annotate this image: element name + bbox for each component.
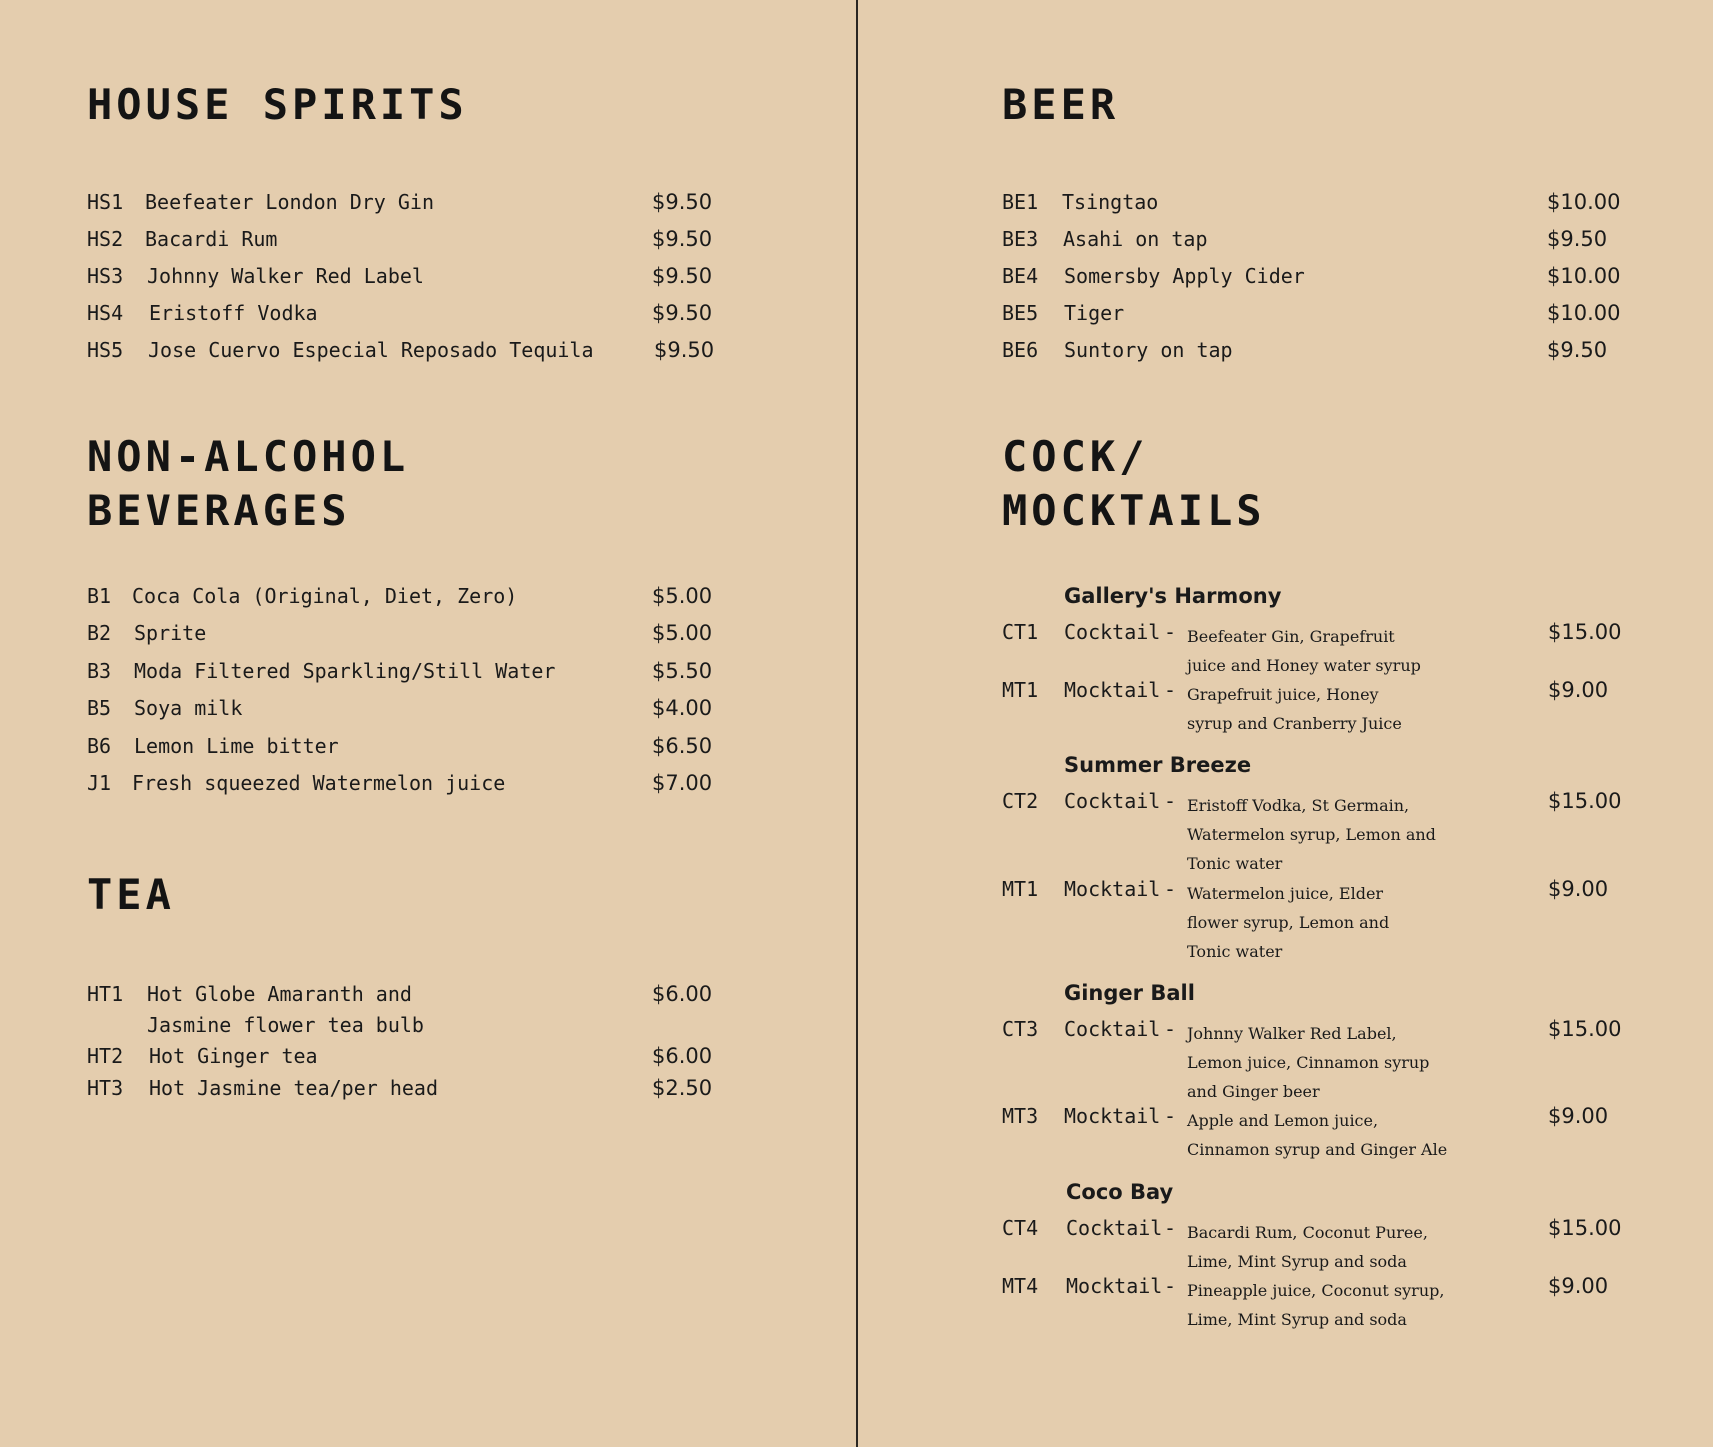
item-name: Johnny Walker Red Label bbox=[147, 264, 424, 288]
item-code: BE5 bbox=[1002, 301, 1039, 325]
item-description: Pineapple juice, Coconut syrup, Lime, Mint Syrup and soda bbox=[1187, 1281, 1445, 1329]
beer-heading: BEER bbox=[1002, 80, 1120, 129]
item-price: $9.00 bbox=[1548, 1104, 1609, 1128]
item-name: Hot Ginger tea bbox=[149, 1044, 318, 1068]
item-type: Cocktail bbox=[1064, 789, 1161, 813]
menu-item bbox=[87, 1044, 727, 1074]
item-code: HS1 bbox=[87, 190, 124, 214]
item-name: Eristoff Vodka bbox=[149, 301, 318, 325]
item-name-line2: Jasmine flower tea bulb bbox=[147, 1013, 424, 1037]
item-price: $15.00 bbox=[1548, 789, 1622, 813]
item-code: BE3 bbox=[1002, 227, 1039, 251]
item-code: J1 bbox=[87, 771, 112, 795]
item-name: Hot Jasmine tea/per head bbox=[149, 1076, 438, 1100]
item-price: $15.00 bbox=[1548, 1216, 1622, 1240]
item-price: $9.50 bbox=[1547, 338, 1608, 362]
item-code: MT4 bbox=[1002, 1274, 1039, 1298]
item-price: $9.50 bbox=[652, 301, 713, 325]
item-code: CT4 bbox=[1002, 1216, 1039, 1240]
item-name: Bacardi Rum bbox=[145, 227, 278, 251]
cocktails-heading: COCK/ MOCKTAILS bbox=[1002, 432, 1266, 535]
item-price: $10.00 bbox=[1547, 190, 1621, 214]
cocktail-group-title: Ginger Ball bbox=[1064, 981, 1195, 1005]
item-type: Cocktail bbox=[1066, 1216, 1163, 1240]
item-type: Cocktail bbox=[1064, 1017, 1161, 1041]
item-name: Somersby Apply Cider bbox=[1064, 264, 1305, 288]
item-code: MT1 bbox=[1002, 877, 1039, 901]
item-description: Grapefruit juice, Honey syrup and Cranberry Juice bbox=[1187, 685, 1402, 733]
item-name: Jose Cuervo Especial Reposado Tequila bbox=[148, 338, 594, 362]
menu-item bbox=[1002, 301, 1642, 331]
menu-item bbox=[1002, 227, 1642, 257]
item-dash: - bbox=[1164, 678, 1177, 702]
menu-item bbox=[1002, 264, 1642, 294]
item-name: Tiger bbox=[1064, 301, 1125, 325]
item-name: Sprite bbox=[134, 621, 207, 645]
item-dash: - bbox=[1164, 789, 1177, 813]
item-code: CT2 bbox=[1002, 789, 1039, 813]
item-price: $10.00 bbox=[1547, 264, 1621, 288]
menu-item bbox=[87, 982, 727, 1044]
item-price: $7.00 bbox=[652, 771, 713, 795]
item-code: CT3 bbox=[1002, 1017, 1039, 1041]
item-type: Mocktail bbox=[1064, 1104, 1161, 1128]
menu-item bbox=[87, 621, 727, 651]
item-code: HT2 bbox=[87, 1044, 124, 1068]
item-code: B1 bbox=[87, 584, 112, 608]
non-alcohol-heading: NON-ALCOHOL BEVERAGES bbox=[87, 432, 410, 535]
menu-item bbox=[87, 338, 727, 368]
item-description: Apple and Lemon juice, Cinnamon syrup and Ginger Ale bbox=[1187, 1111, 1448, 1159]
item-dash: - bbox=[1164, 620, 1177, 644]
item-name-line1: Hot Globe Amaranth and bbox=[147, 982, 412, 1006]
cocktail-group-title: Summer Breeze bbox=[1064, 753, 1252, 777]
cocktail-group-title: Coco Bay bbox=[1066, 1180, 1174, 1204]
item-price: $9.50 bbox=[1547, 227, 1608, 251]
item-name: Fresh squeezed Watermelon juice bbox=[132, 771, 506, 795]
menu-item bbox=[87, 264, 727, 294]
item-dash: - bbox=[1164, 1104, 1177, 1128]
item-price: $9.50 bbox=[654, 338, 715, 362]
item-price: $6.50 bbox=[652, 734, 713, 758]
menu-item bbox=[1002, 338, 1642, 368]
item-price: $9.50 bbox=[652, 264, 713, 288]
item-code: HS4 bbox=[87, 301, 124, 325]
menu-item bbox=[87, 771, 727, 801]
item-name: Tsingtao bbox=[1062, 190, 1159, 214]
page-divider bbox=[856, 0, 858, 1447]
item-price: $9.00 bbox=[1548, 877, 1609, 901]
item-description: Johnny Walker Red Label, Lemon juice, Cinnamon syrup and Ginger beer bbox=[1187, 1024, 1430, 1101]
item-name: Coca Cola (Original, Diet, Zero) bbox=[132, 584, 518, 608]
menu-item bbox=[87, 190, 727, 220]
item-type: Mocktail bbox=[1066, 1274, 1163, 1298]
house-spirits-heading: HOUSE SPIRITS bbox=[87, 80, 468, 129]
item-name: Asahi on tap bbox=[1063, 227, 1208, 251]
item-dash: - bbox=[1164, 877, 1177, 901]
item-code: B2 bbox=[87, 621, 112, 645]
item-name: Beefeater London Dry Gin bbox=[145, 190, 434, 214]
item-code: B3 bbox=[87, 659, 112, 683]
item-code: CT1 bbox=[1002, 620, 1039, 644]
item-description: Eristoff Vodka, St Germain, Watermelon syrup, Lemon and Tonic water bbox=[1187, 796, 1436, 873]
item-price: $15.00 bbox=[1548, 1017, 1622, 1041]
item-description: Watermelon juice, Elder flower syrup, Lemon and Tonic water bbox=[1187, 884, 1390, 961]
item-price: $5.00 bbox=[652, 584, 713, 608]
item-dash: - bbox=[1164, 1017, 1177, 1041]
item-code: HS5 bbox=[87, 338, 124, 362]
item-price: $4.00 bbox=[652, 696, 713, 720]
tea-heading: TEA bbox=[87, 870, 175, 919]
item-description: Beefeater Gin, Grapefruit juice and Honey water syrup bbox=[1187, 627, 1421, 675]
item-code: BE4 bbox=[1002, 264, 1039, 288]
menu-item bbox=[87, 734, 727, 764]
item-price: $6.00 bbox=[652, 1044, 713, 1068]
item-type: Cocktail bbox=[1064, 620, 1161, 644]
item-type: Mocktail bbox=[1064, 877, 1161, 901]
item-dash: - bbox=[1164, 1274, 1177, 1298]
item-code: BE6 bbox=[1002, 338, 1039, 362]
item-name: Lemon Lime bitter bbox=[134, 734, 339, 758]
menu-item bbox=[87, 659, 727, 689]
item-price: $5.00 bbox=[652, 621, 713, 645]
item-name: Suntory on tap bbox=[1064, 338, 1233, 362]
menu-item bbox=[87, 696, 727, 726]
item-code: HT1 bbox=[87, 982, 124, 1006]
item-price: $9.50 bbox=[652, 190, 713, 214]
menu-item bbox=[87, 1076, 727, 1106]
item-type: Mocktail bbox=[1064, 678, 1161, 702]
item-code: HS3 bbox=[87, 264, 124, 288]
item-price: $5.50 bbox=[652, 659, 713, 683]
item-price: $9.50 bbox=[652, 227, 713, 251]
item-description: Bacardi Rum, Coconut Puree, Lime, Mint Syrup and soda bbox=[1187, 1223, 1428, 1271]
item-code: B6 bbox=[87, 734, 112, 758]
item-code: HT3 bbox=[87, 1076, 124, 1100]
item-price: $10.00 bbox=[1547, 301, 1621, 325]
item-code: HS2 bbox=[87, 227, 124, 251]
menu-item bbox=[1002, 190, 1642, 220]
item-dash: - bbox=[1164, 1216, 1177, 1240]
item-price: $9.00 bbox=[1548, 1274, 1609, 1298]
item-code: MT1 bbox=[1002, 678, 1039, 702]
item-price: $6.00 bbox=[652, 982, 713, 1006]
item-name: Soya milk bbox=[134, 696, 243, 720]
menu-item bbox=[87, 301, 727, 331]
cocktail-group-title: Gallery's Harmony bbox=[1064, 584, 1282, 608]
menu-item bbox=[87, 227, 727, 257]
item-code: BE1 bbox=[1002, 190, 1039, 214]
item-name: Moda Filtered Sparkling/Still Water bbox=[134, 659, 556, 683]
item-code: MT3 bbox=[1002, 1104, 1039, 1128]
item-price: $15.00 bbox=[1548, 620, 1622, 644]
item-price: $9.00 bbox=[1548, 678, 1609, 702]
menu-item bbox=[87, 584, 727, 614]
item-code: B5 bbox=[87, 696, 112, 720]
item-price: $2.50 bbox=[652, 1076, 713, 1100]
